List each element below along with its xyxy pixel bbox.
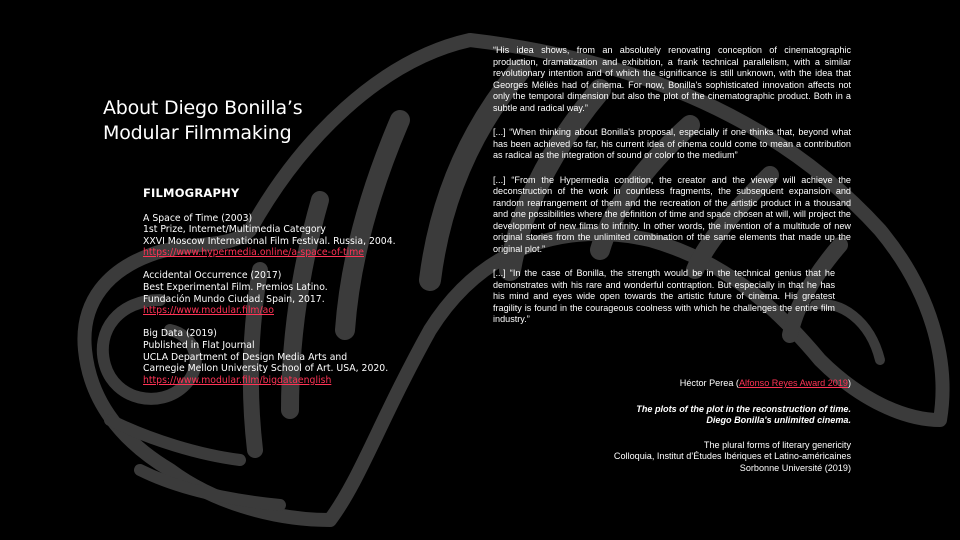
filmography-heading: FILMOGRAPHY [143, 186, 240, 200]
attribution-block [493, 378, 851, 474]
source-line-1: The plural forms of literary genericity [703, 439, 851, 450]
film-detail: Best Experimental Film. Premios Latino. [143, 282, 328, 294]
article-title-line-2: Diego Bonilla's unlimited cinema. [706, 415, 851, 425]
filmography-section [143, 188, 443, 398]
film-detail: XXVI Moscow International Film Festival. Russia, 2004. [143, 235, 396, 247]
film-title: Accidental Occurrence (2017) [143, 270, 282, 282]
author-name: Héctor Perea [679, 378, 734, 388]
source-line-2: Colloquia, Institut d’Études Ibériques et Latino-américaines [613, 451, 851, 461]
film-entry [143, 328, 443, 386]
page-title [103, 96, 423, 146]
quote-paragraph: [...] “In the case of Bonilla, the strength would be in the technical genius that he demonstrates with his rare and wonderful contraption. But especially in that he has his mind and eyes wide open towards the artistic future of cinema. His greatest fragility is found in the courageous coolness with which he challenges the entire film industry.” [493, 268, 835, 324]
award-link[interactable]: Alfonso Reyes Award 2019 [738, 378, 848, 388]
article-title [493, 404, 851, 427]
quote-paragraph: [...] “From the Hypermedia condition, the creator and the viewer will achieve the deconstruction of the work in countless fragments, the subsequent expansion and random rearrangement of them and the recreation of the artistic product in a thousand and one possibilities where the definition of time and space chosen at will, will project the development of new films to infinity. In other words, the invention of a multitude of new original stories from the unlimited combination of the same elements that made up the original plot.” [493, 174, 851, 254]
film-detail: UCLA Department of Design Media Arts and [143, 351, 348, 363]
film-entry [143, 270, 443, 316]
film-entry [143, 213, 443, 259]
page-title-line-1: About Diego Bonilla’s [103, 97, 303, 119]
page-title-line-2: Modular Filmmaking [103, 122, 292, 144]
film-detail: Carnegie Mellon University School of Art. USA, 2020. [143, 363, 389, 375]
quote-paragraph: [...] “When thinking about Bonilla's proposal, especially if one thinks that, beyond what has been achieved so far, his current idea of cinema could come to mean a contribution as radical as the integration of sound or color to the medium” [493, 127, 851, 160]
film-link[interactable]: https://www.modular.film/bigdataenglish [143, 374, 332, 386]
film-title: A Space of Time (2003) [143, 212, 253, 224]
film-detail: Fundación Mundo Ciudad. Spain, 2017. [143, 293, 325, 305]
film-link[interactable]: https://www.modular.film/ao [143, 305, 274, 317]
quotes-section [493, 45, 851, 339]
film-detail: 1st Prize, Internet/Multimedia Category [143, 224, 326, 236]
source-line-3: Sorbonne Université (2019) [739, 462, 851, 473]
author-line: Héctor Perea (Alfonso Reyes Award 2019) [679, 378, 851, 388]
film-link[interactable]: https://www.hypermedia.online/a-space-of-time [143, 247, 364, 259]
quote-paragraph: “His idea shows, from an absolutely renovating conception of cinematographic production, dramatization and exhibition, a frank technical parallelism, with a similar revolutionary intention and of which the significance is still unknown, with the idea that Georges Méliès had of cinema. For now, Bonilla's sophisticated innovation affects not only the temporal dimension but also the plot of the cinematographic product. Both in a subtle and radical way.” [493, 45, 851, 113]
film-detail: Published in Flat Journal [143, 339, 255, 351]
article-title-line-1: The plots of the plot in the reconstruction of time. [636, 403, 851, 414]
film-title: Big Data (2019) [143, 328, 217, 340]
